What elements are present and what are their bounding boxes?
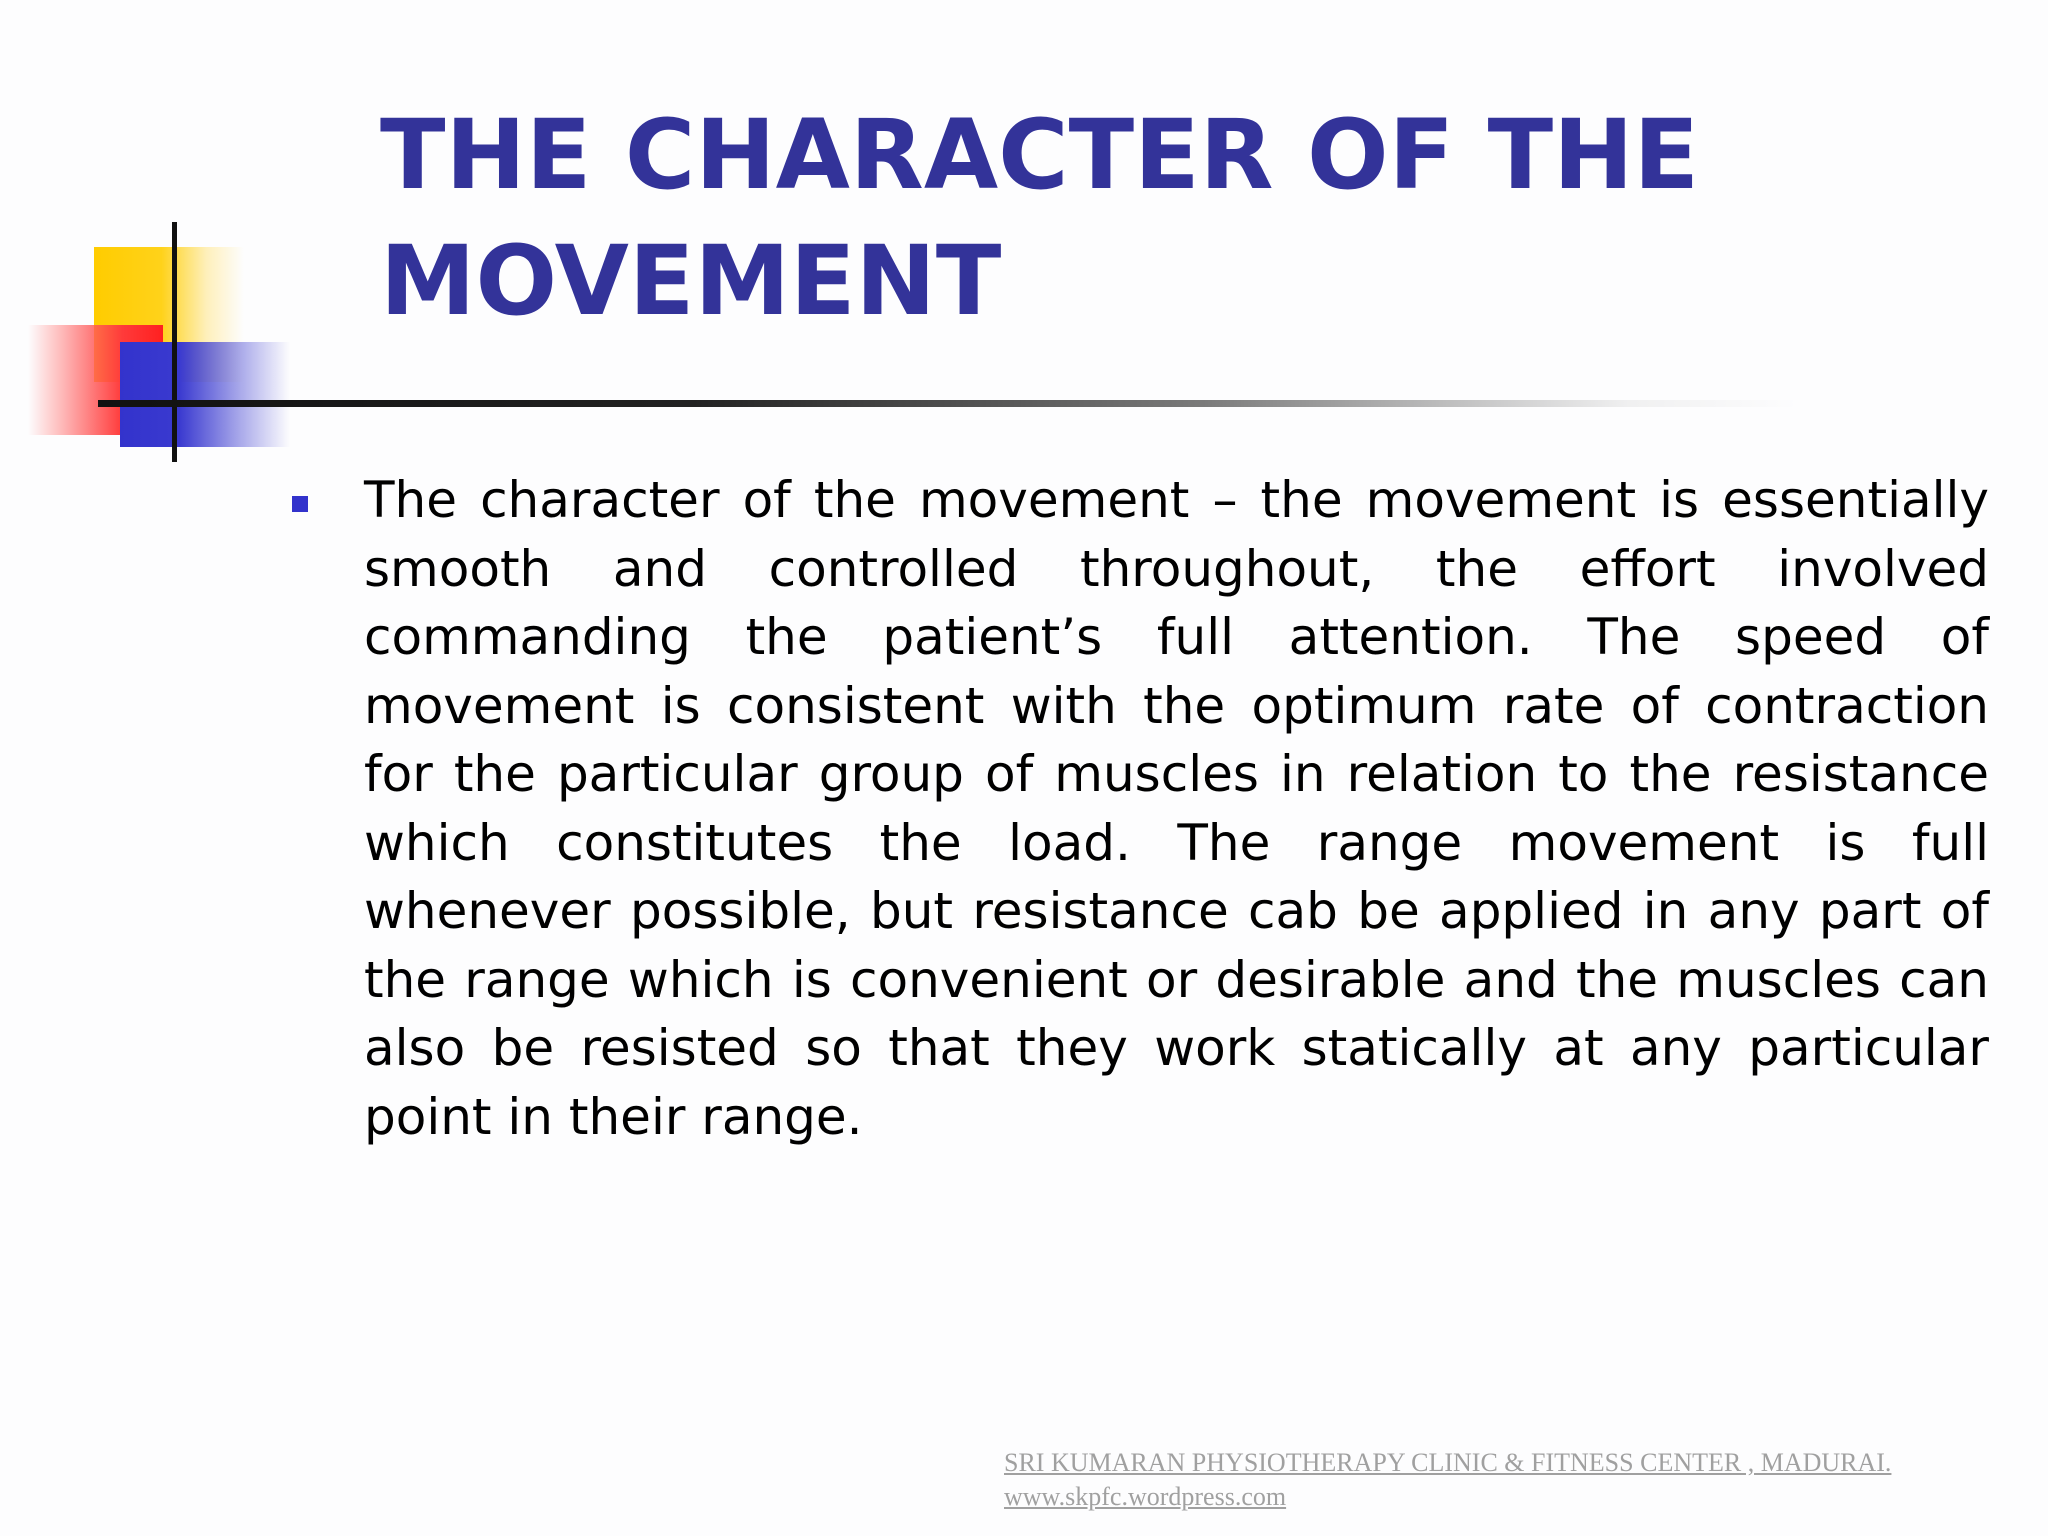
- decorative-vertical-line: [172, 222, 177, 462]
- footer-website-link[interactable]: www.skpfc.wordpress.com: [1004, 1482, 1287, 1511]
- square-bullet-icon: [292, 496, 308, 512]
- footer-credit: [1004, 1446, 2024, 1514]
- decorative-blue-square: [120, 342, 290, 447]
- slide-title: THE CHARACTER OF THE MOVEMENT: [380, 99, 1700, 337]
- title-underline: [98, 400, 1798, 407]
- footer-clinic-name[interactable]: SRI KUMARAN PHYSIOTHERAPY CLINIC & FITNESS CENTER , MADURAI.: [1004, 1448, 1892, 1477]
- bullet-text: The character of the movement – the movement is essentially smooth and controlled throughout, the effort involved commanding the patient’s full attention. The speed of movement is consistent with the optimum rate of contraction for the particular group of muscles in relation to the resistance which constitutes the load. The range movement is full whenever possible, but resistance cab be applied in any part of the range which is convenient or desirable and the muscles can also be resisted so that they work statically at any particular point in their range.: [364, 471, 1989, 1146]
